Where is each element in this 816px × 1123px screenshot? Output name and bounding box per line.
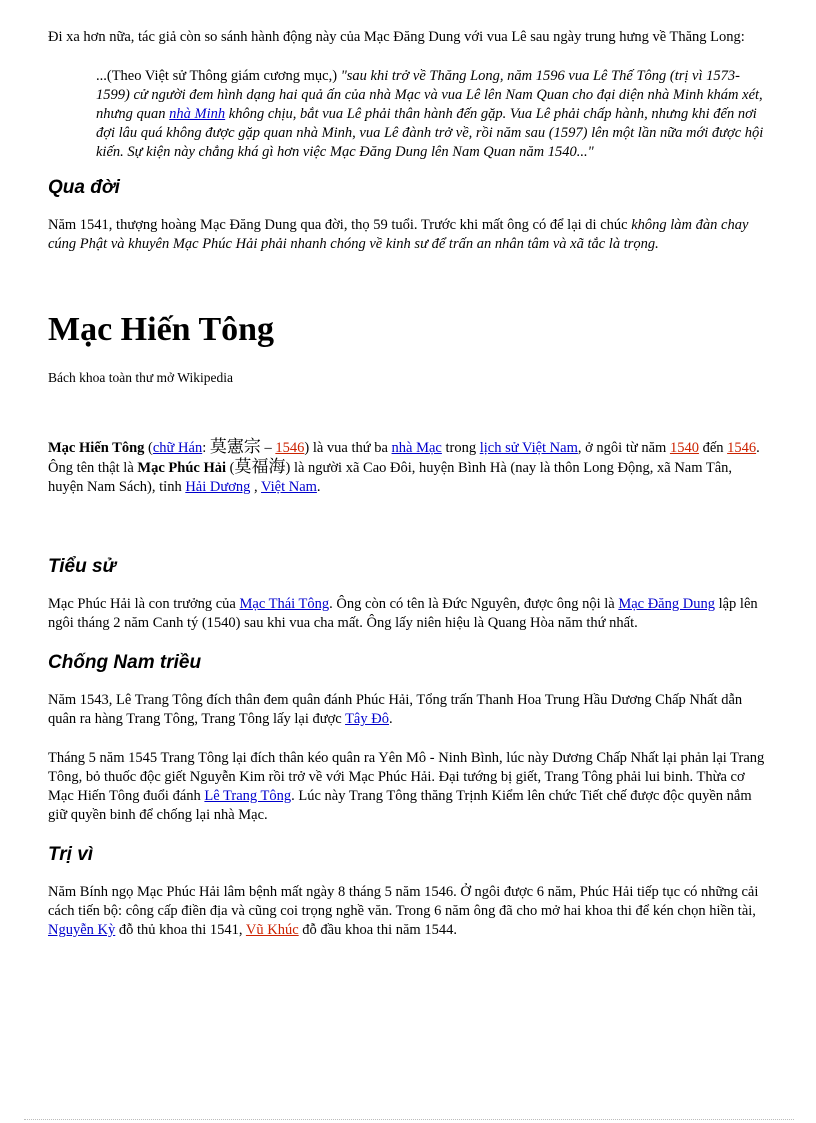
chong-nam-trieu-paragraph-1: [48, 691, 768, 729]
quote-lead: ...(Theo Việt sử Thông giám cương mục,): [96, 68, 341, 84]
tieu-su-text: Mạc Phúc Hải là con trưởng của: [48, 596, 240, 612]
link-1546-a[interactable]: 1546: [275, 440, 305, 456]
lead-text: ,: [250, 479, 262, 495]
lead-text: , ở ngôi từ năm: [577, 440, 670, 456]
lead-text: –: [260, 440, 276, 456]
quote-text-b: không chịu, bắt vua Lê phải thân hành đến gặp. Vua Lê phải chấp hành, nhưng khi đến nơi đợi lâu quá không được gặp quan nhà Minh, vua Lê đành trở về, rồi năm sau (1597) lên một lần nữa mới được hội kiến. Sự kiện này chẳng khá gì hơn việc Mạc Đăng Dung lên Nam Quan năm 1540...": [96, 106, 764, 160]
link-mac-dang-dung[interactable]: Mạc Đăng Dung: [618, 596, 715, 612]
tieu-su-text: . Ông còn có tên là Đức Nguyên, được ông nội là: [329, 596, 619, 612]
chong-nam-trieu-paragraph-2: [48, 749, 768, 825]
heading-tri-vi: Trị vì: [48, 844, 94, 865]
lead-text: trong: [441, 440, 480, 456]
heading-tieu-su: Tiểu sử: [48, 556, 117, 577]
quote-text-a: "sau khi trở về Thăng Long, năm 1596 vua Lê Thế Tông (trị vì 1573-1599) cử người đem hình dạng hai quả ấn của nhà Mạc và vua Lê lên Nam Quan cho đại diện nhà Minh khám xét, nhưng quan: [96, 68, 763, 122]
tieu-su-paragraph: [48, 595, 768, 633]
lead-text: (: [144, 440, 153, 456]
lead-name-bold: Mạc Hiến Tông: [48, 440, 145, 456]
cjk-name-1: 莫憲宗: [209, 437, 261, 457]
tri-vi-text: đỗ thủ khoa thi 1541,: [115, 922, 246, 938]
quote-paragraph: [96, 67, 768, 162]
link-mac-thai-tong[interactable]: Mạc Thái Tông: [239, 596, 330, 612]
chong-nam-trieu-text: . Lúc này Trang Tông thăng Trịnh Kiểm lên chức Tiết chế được độc quyền nắm giữ quyền binh để chống lại nhà Mạc.: [48, 788, 752, 823]
link-1540[interactable]: 1540: [669, 440, 699, 456]
lead-text: (: [226, 460, 235, 476]
tri-vi-paragraph: [48, 883, 768, 940]
lead-text: :: [202, 440, 210, 456]
tri-vi-text: đỗ đầu khoa thi năm 1544.: [298, 922, 457, 938]
link-le-trang-tong[interactable]: Lê Trang Tông: [204, 788, 292, 804]
qua-doi-paragraph: [48, 216, 768, 254]
heading-qua-doi: Qua đời: [48, 177, 120, 198]
link-nha-minh[interactable]: nhà Minh: [169, 106, 226, 122]
heading-chong-nam-trieu: Chống Nam triều: [48, 652, 202, 673]
chong-nam-trieu-text: .: [388, 711, 393, 727]
lead-text: .: [316, 479, 321, 495]
link-chu-han[interactable]: chữ Hán: [152, 440, 203, 456]
link-tay-do[interactable]: Tây Đô: [345, 711, 389, 727]
article-title: Mạc Hiến Tông: [48, 311, 275, 348]
tri-vi-text: Năm Bính ngọ Mạc Phúc Hải lâm bệnh mất ngày 8 tháng 5 năm 1546. Ở ngôi được 6 năm, Phúc Hải tiếp tục có những cải cách tiến bộ: công cấp điền địa và cũng coi trọng nghề văn. Trong 6 năm ông đã cho mở hai khoa thi để kén chọn hiền tài,: [48, 884, 759, 919]
real-name-bold: Mạc Phúc Hải: [137, 460, 227, 476]
link-lich-su-viet-nam[interactable]: lịch sử Việt Nam: [479, 440, 578, 456]
lead-text: . Ông tên thật là: [48, 440, 760, 476]
lead-text: ) là người xã Cao Đôi, huyện Bình Hà (nay là thôn Long Động, xã Nam Tân, huyện Nam Sách), tỉnh: [48, 460, 733, 495]
lead-text: đến: [698, 440, 728, 456]
chong-nam-trieu-text: Năm 1543, Lê Trang Tông đích thân đem quân đánh Phúc Hải, Tổng trấn Thanh Hoa Trung Hầu Dương Chấp Nhất dẫn quân ra hàng Trang Tông, Trang Tông lấy lại được: [48, 692, 743, 727]
link-viet-nam[interactable]: Việt Nam: [261, 479, 317, 495]
lead-text: ) là vua thứ ba: [304, 440, 392, 456]
link-nha-mac[interactable]: nhà Mạc: [391, 440, 442, 456]
chong-nam-trieu-text: Tháng 5 năm 1545 Trang Tông lại đích thân kéo quân ra Yên Mô - Ninh Bình, lúc này Dương Chấp Nhất lại phản lại Trang Tông, bỏ thuốc độc giết Nguyễn Kim rồi trở về với Mạc Phúc Hải. Đại tướng bị giết, Trang Tông phải lui binh. Thừa cơ Mạc Hiến Tông đuổi đánh: [48, 750, 765, 804]
article-subtitle: Bách khoa toàn thư mở Wikipedia: [48, 370, 233, 385]
link-nguyen-ky[interactable]: Nguyễn Kỳ: [48, 922, 116, 938]
page-bottom-rule: [24, 1119, 794, 1120]
link-vu-khuc[interactable]: Vũ Khúc: [245, 922, 299, 938]
link-1546-b[interactable]: 1546: [727, 440, 757, 456]
lead-paragraph: [48, 438, 768, 497]
link-hai-duong[interactable]: Hải Dương: [185, 479, 251, 495]
document-page: [48, 0, 768, 940]
qua-doi-text: Năm 1541, thượng hoàng Mạc Đăng Dung qua đời, thọ 59 tuổi. Trước khi mất ông có để lại di chúc: [48, 217, 632, 233]
cjk-name-2: 莫福海: [234, 457, 286, 477]
intro-paragraph: Đi xa hơn nữa, tác giả còn so sánh hành động này của Mạc Đăng Dung với vua Lê sau ngày trung hưng về Thăng Long:: [48, 29, 745, 45]
tieu-su-text: lập lên ngôi tháng 2 năm Canh tý (1540) sau khi vua cha mất. Ông lấy niên hiệu là Quang Hòa năm thứ nhất.: [48, 596, 758, 631]
qua-doi-will: không làm đàn chay cúng Phật và khuyên Mạc Phúc Hải phải nhanh chóng về kinh sư để trấn an nhân tâm và xã tắc là trọng.: [48, 217, 749, 252]
